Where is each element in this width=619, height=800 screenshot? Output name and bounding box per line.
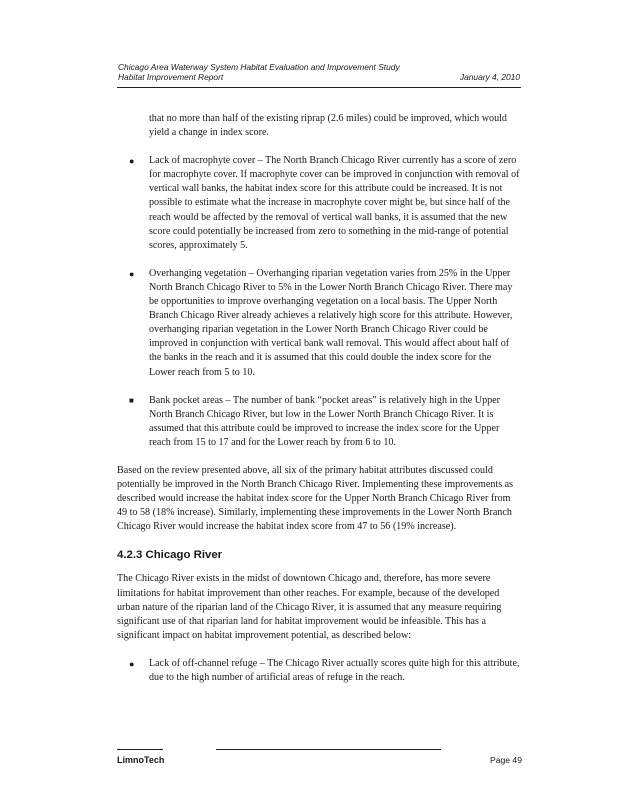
- spacer: [117, 140, 520, 154]
- page-body: [117, 112, 520, 685]
- bullet-icon: ●: [129, 268, 135, 279]
- running-header: [118, 62, 520, 82]
- header-title: Chicago Area Waterway System Habitat Evaluation and Improvement Study: [118, 62, 400, 72]
- spacer: [117, 380, 520, 394]
- list-item-text: Bank pocket areas – The number of bank “pocket areas” is relatively high in the Upper North Branch Chicago River, but low in the Lower North Branch Chicago River. It is assumed that this attribute could be improved to increase the index score for the Upper reach from 15 to 17 and for the Lower reach by from 6 to 10.: [149, 394, 501, 448]
- section-heading: 4.2.3 Chicago River: [117, 549, 223, 562]
- square-bullet-icon: ■: [129, 395, 134, 405]
- spacer: [117, 253, 520, 267]
- bullet-icon: ●: [129, 658, 135, 669]
- bullet-icon: ●: [129, 156, 135, 167]
- header-date: January 4, 2010: [459, 72, 520, 82]
- list-item-text: Lack of off-channel refuge – The Chicago River actually scores quite high for this attribute, due to the high number of artificial areas of refuge in the reach.: [149, 657, 520, 683]
- footer-divider-right: [216, 749, 441, 750]
- list-item: [129, 267, 520, 380]
- list-item: [129, 154, 520, 253]
- footer-divider-left: [117, 749, 163, 750]
- continued-paragraph: that no more than half of the existing riprap (2.6 miles) could be improved, which would yield a change in index score.: [149, 113, 507, 139]
- list-item-text: Overhanging vegetation – Overhanging riparian vegetation varies from 25% in the Upper North Branch Chicago River to 5% in the Lower North Branch Chicago River. There may be opportunities to improve overhanging vegetation on a local basis. The Upper North Branch Chicago River already achieves a relatively high score for this attribute. However, overhanging riparian vegetation in the Lower North Branch Chicago River could be improved in conjunction with vertical bank wall removal. This would affect about half of the banks in the reach and it is assumed that this could double the index score for the Lower reach from 5 to 10.: [149, 267, 513, 378]
- spacer: [117, 643, 520, 657]
- header-subtitle: Habitat Improvement Report: [118, 72, 224, 82]
- footer-company: LimnoTech: [117, 755, 165, 765]
- list-item-text: Lack of macrophyte cover – The North Branch Chicago River currently has a score of zero for macrophyte cover. If macrophyte cover can be improved in conjunction with removal of vertical wall banks, the habitat index score for this attribute could be increased. It is not possible to estimate what the increase in macrophyte cover might be, but since half of the reach would be affected by the removal of vertical wall banks, it is assumed that the new score could potentially be increased from zero to something in the mid-range of potential scores, approximately 5.: [149, 155, 520, 251]
- header-divider: [117, 87, 521, 88]
- spacer: [117, 450, 520, 464]
- summary-paragraph: Based on the review presented above, all six of the primary habitat attributes discussed could potentially be improved in the North Branch Chicago River. Implementing these improvements as described would increase the habitat index score for the Upper North Branch Chicago River from 49 to 58 (18% increase). Similarly, implementing these improvements in the Lower North Branch Chicago River would increase the habitat index score from 47 to 56 (19% increase).: [117, 464, 514, 533]
- list-item: [129, 394, 520, 450]
- list-item: [129, 657, 520, 685]
- section-intro-paragraph: The Chicago River exists in the midst of downtown Chicago and, therefore, has more severe limitations for habitat improvement than other reaches. For example, because of the developed urban nature of the riparian land of the Chicago River, it is assumed that any measure requiring significant use of that riparian land for habitat improvement would be infeasible. This has a significant impact on habitat improvement potential, as described below:: [117, 573, 502, 641]
- page-number: Page 49: [489, 755, 522, 765]
- header-row: [118, 72, 520, 82]
